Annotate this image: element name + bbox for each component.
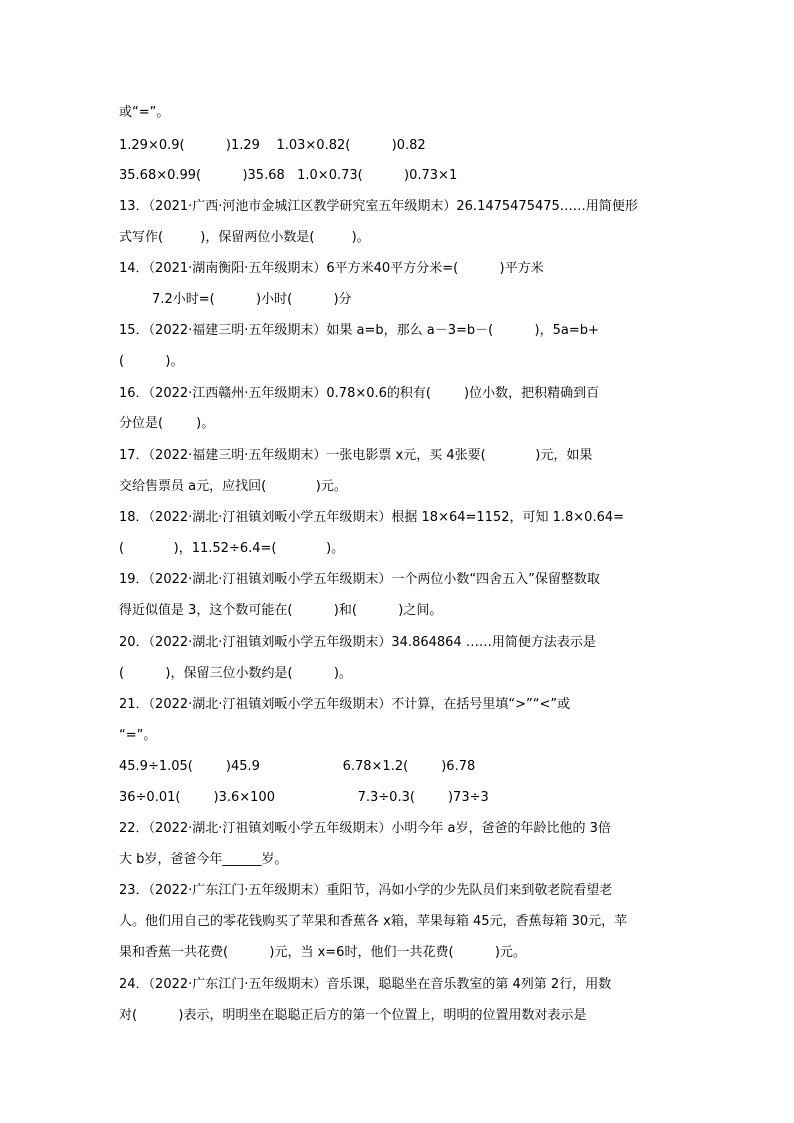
line-3: 35.68×0.99( )35.68 1.0×0.73( )0.73×1 [119, 168, 458, 183]
q23-line-3: 果和香蕉一共花费( )元，当 x=6时，他们一共花费( )元。 [119, 945, 526, 960]
q19-line-1: 19．（2022·湖北·汀祖镇刘畈小学五年级期末）一个两位小数“四舍五入”保留整数取 [119, 572, 600, 587]
q14-line-2: 7.2小时=( )小时( )分 [119, 292, 352, 307]
q20-line-1: 20．（2022·湖北·汀祖镇刘畈小学五年级期末）34.864864 ……用简便方法表示是 [119, 635, 596, 650]
q22-line-2: 大 b岁，爸爸今年______岁。 [119, 852, 288, 867]
q21-line-1: 21．（2022·湖北·汀祖镇刘畈小学五年级期末）不计算，在括号里填“>”“<”或 [119, 697, 571, 712]
q18-line-2: ( )，11.52÷6.4=( )。 [119, 541, 345, 556]
q15-line-2: ( )。 [119, 354, 184, 369]
q23-line-1: 23．（2022·广东江门·五年级期末）重阳节，冯如小学的少先队员们来到敬老院看望老 [119, 883, 613, 898]
q15-line-1: 15．（2022·福建三明·五年级期末）如果 a=b，那么 a－3=b－( )，5a=b+ [119, 323, 599, 338]
q21-line-2: “=”。 [119, 728, 157, 743]
q17-line-2: 交给售票员 a元，应找回( )元。 [119, 479, 347, 494]
q16-line-2: 分位是( )。 [119, 416, 215, 431]
q19-line-2: 得近似值是 3，这个数可能在( )和( )之间。 [119, 603, 443, 618]
q23-line-2: 人。他们用自己的零花钱购买了苹果和香蕉各 x箱，苹果每箱 45元，香蕉每箱 30元，苹 [119, 914, 628, 929]
q16-line-1: 16．（2022·江西赣州·五年级期末）0.78×0.6的积有( )位小数，把积精确到百 [119, 386, 600, 401]
q20-line-2: ( )，保留三位小数约是( )。 [119, 666, 352, 681]
q13-line-1: 13．（2021·广西·河池市金城江区教学研究室五年级期末）26.1475475475……用简便形 [119, 199, 638, 214]
line-1: 或“=”。 [119, 105, 170, 120]
q24-line-2: 对( )表示，明明坐在聪聪正后方的第一个位置上，明明的位置用数对表示是 [119, 1008, 587, 1023]
q21-line-3: 45.9÷1.05( )45.9 6.78×1.2( )6.78 [119, 759, 476, 774]
line-2: 1.29×0.9( )1.29 1.03×0.82( )0.82 [119, 138, 426, 153]
q14-line-1: 14．（2021·湖南衡阳·五年级期末）6平方米40平方分米=( )平方米 [119, 261, 544, 276]
q24-line-1: 24．（2022·广东江门·五年级期末）音乐课，聪聪坐在音乐教室的第 4列第 2行，用数 [119, 977, 612, 992]
q18-line-1: 18．（2022·湖北·汀祖镇刘畈小学五年级期末）根据 18×64=1152，可知 1.8×0.64= [119, 510, 625, 525]
q21-line-4: 36÷0.01( )3.6×100 7.3÷0.3( )73÷3 [119, 790, 489, 805]
q22-line-1: 22．（2022·湖北·汀祖镇刘畈小学五年级期末）小明今年 a岁，爸爸的年龄比他的 3倍 [119, 821, 611, 836]
q13-line-2: 式写作( )，保留两位小数是( )。 [119, 230, 370, 245]
q17-line-1: 17．（2022·福建三明·五年级期末）一张电影票 x元，买 4张要( )元，如果 [119, 448, 593, 463]
